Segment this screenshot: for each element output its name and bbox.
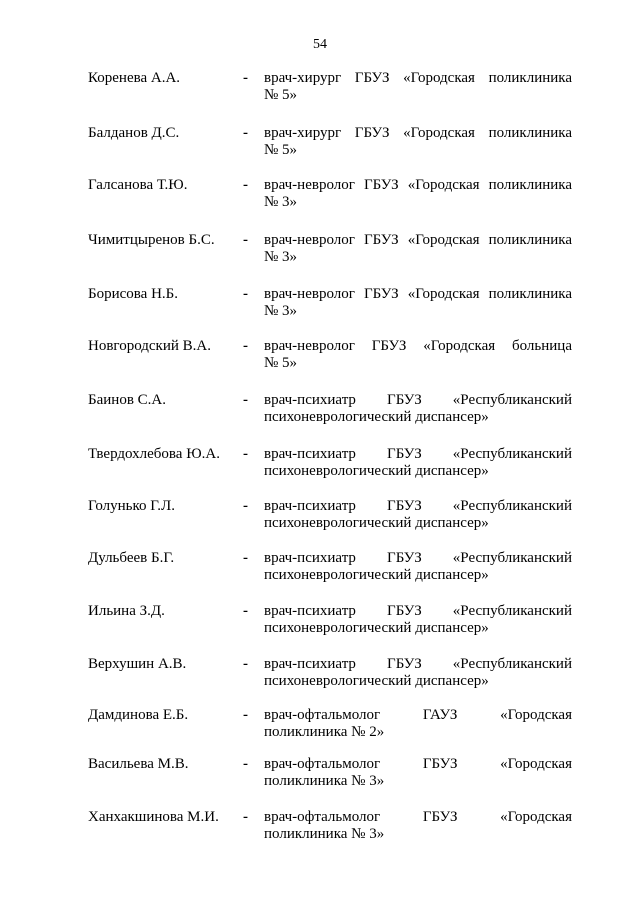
dash-separator: -: [243, 125, 248, 141]
list-item: [0, 446, 640, 486]
position-text: [264, 498, 572, 532]
position-text: [264, 392, 572, 426]
staff-name: Верхушин А.В.: [88, 656, 187, 672]
position-line-1: врач-психиатр ГБУЗ «Республиканский: [264, 656, 572, 672]
position-line-1: врач-невролог ГБУЗ «Городская больница: [264, 338, 572, 354]
staff-name: Дульбеев Б.Г.: [88, 550, 175, 566]
position-line-1: врач-офтальмолог ГБУЗ «Городская: [264, 809, 572, 825]
position-line-2: № 5»: [264, 87, 298, 103]
position-line-2: психоневрологический диспансер»: [264, 620, 489, 636]
dash-separator: -: [243, 707, 248, 723]
position-text: [264, 809, 572, 843]
dash-separator: -: [243, 656, 248, 672]
dash-separator: -: [243, 70, 248, 86]
position-line-1: врач-психиатр ГБУЗ «Республиканский: [264, 392, 572, 408]
position-line-2: поликлиника № 2»: [264, 724, 385, 740]
list-item: [0, 338, 640, 378]
list-item: [0, 498, 640, 538]
list-item: [0, 809, 640, 849]
position-text: [264, 286, 572, 320]
position-line-2: № 5»: [264, 355, 298, 371]
position-line-2: психоневрологический диспансер»: [264, 567, 489, 583]
position-text: [264, 550, 572, 584]
staff-name: Ильина З.Д.: [88, 603, 165, 619]
position-line-2: № 5»: [264, 142, 298, 158]
position-line-2: психоневрологический диспансер»: [264, 463, 489, 479]
staff-name: Новгородский В.А.: [88, 338, 211, 354]
dash-separator: -: [243, 756, 248, 772]
list-item: [0, 177, 640, 217]
position-line-2: № 3»: [264, 303, 298, 319]
position-line-1: врач-офтальмолог ГБУЗ «Городская: [264, 756, 572, 772]
position-text: [264, 177, 572, 211]
position-line-2: № 3»: [264, 249, 298, 265]
list-item: [0, 656, 640, 696]
page-number: 54: [313, 37, 327, 52]
dash-separator: -: [243, 232, 248, 248]
position-line-1: врач-психиатр ГБУЗ «Республиканский: [264, 550, 572, 566]
position-text: [264, 603, 572, 637]
position-line-1: врач-хирург ГБУЗ «Городская поликлиника: [264, 125, 572, 141]
position-line-1: врач-невролог ГБУЗ «Городская поликлиника: [264, 177, 572, 193]
position-line-1: врач-хирург ГБУЗ «Городская поликлиника: [264, 70, 572, 86]
dash-separator: -: [243, 177, 248, 193]
staff-name: Твердохлебова Ю.А.: [88, 446, 220, 462]
list-item: [0, 550, 640, 590]
dash-separator: -: [243, 446, 248, 462]
dash-separator: -: [243, 603, 248, 619]
list-item: [0, 756, 640, 796]
staff-name: Чимитцыренов Б.С.: [88, 232, 215, 248]
position-text: [264, 338, 572, 372]
position-line-2: поликлиника № 3»: [264, 826, 385, 842]
position-line-1: врач-психиатр ГБУЗ «Республиканский: [264, 498, 572, 514]
staff-name: Борисова Н.Б.: [88, 286, 179, 302]
position-text: [264, 446, 572, 480]
list-item: [0, 125, 640, 165]
position-line-1: врач-невролог ГБУЗ «Городская поликлиника: [264, 286, 572, 302]
position-line-2: психоневрологический диспансер»: [264, 673, 489, 689]
list-item: [0, 70, 640, 110]
position-line-1: врач-психиатр ГБУЗ «Республиканский: [264, 603, 572, 619]
staff-name: Коренева А.А.: [88, 70, 181, 86]
dash-separator: -: [243, 550, 248, 566]
dash-separator: -: [243, 286, 248, 302]
position-line-2: психоневрологический диспансер»: [264, 409, 489, 425]
staff-name: Голунько Г.Л.: [88, 498, 175, 514]
position-text: [264, 70, 572, 104]
dash-separator: -: [243, 498, 248, 514]
staff-name: Васильева М.В.: [88, 756, 189, 772]
staff-name: Балданов Д.С.: [88, 125, 180, 141]
position-text: [264, 232, 572, 266]
position-line-2: № 3»: [264, 194, 298, 210]
dash-separator: -: [243, 392, 248, 408]
position-line-2: поликлиника № 3»: [264, 773, 385, 789]
list-item: [0, 707, 640, 747]
list-item: [0, 603, 640, 643]
staff-name: Дамдинова Е.Б.: [88, 707, 189, 723]
dash-separator: -: [243, 338, 248, 354]
position-line-1: врач-невролог ГБУЗ «Городская поликлиника: [264, 232, 572, 248]
position-line-1: врач-офтальмолог ГАУЗ «Городская: [264, 707, 572, 723]
dash-separator: -: [243, 809, 248, 825]
position-text: [264, 707, 572, 741]
list-item: [0, 232, 640, 272]
position-line-2: психоневрологический диспансер»: [264, 515, 489, 531]
position-text: [264, 125, 572, 159]
staff-name: Баинов С.А.: [88, 392, 166, 408]
list-item: [0, 286, 640, 326]
staff-name: Ханхакшинова М.И.: [88, 809, 219, 825]
position-text: [264, 756, 572, 790]
list-item: [0, 392, 640, 432]
position-line-1: врач-психиатр ГБУЗ «Республиканский: [264, 446, 572, 462]
staff-name: Галсанова Т.Ю.: [88, 177, 188, 193]
position-text: [264, 656, 572, 690]
